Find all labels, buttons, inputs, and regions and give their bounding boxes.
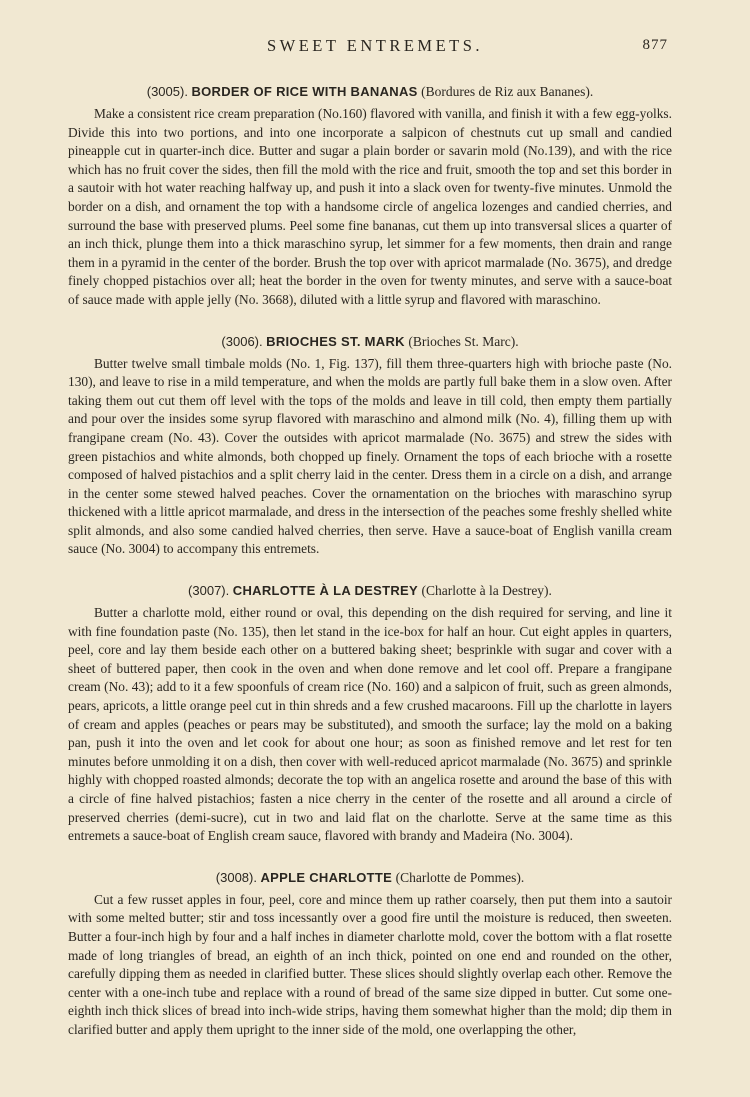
running-title: SWEET ENTREMETS. — [266, 36, 484, 55]
recipe-name: CHARLOTTE À LA DESTREY — [232, 583, 418, 599]
recipe-name: BRIOCHES ST. MARK — [266, 333, 405, 349]
recipe-3006 — [68, 332, 672, 560]
recipe-3005 — [68, 82, 672, 310]
recipe-number: (3005). — [146, 84, 188, 99]
recipe-title — [68, 332, 672, 353]
recipe-3008 — [68, 868, 672, 1040]
recipe-body: Make a consistent rice cream preparation (No.160) flavored with vanilla, and finish it with a few egg-yolks. Divide this into two portions, and into one incorporate a salpicon of chestnuts cut up small and candied pineapple cut in quarter-inch dice. Butter and sugar a plain border or savarin mold (No.139), and with the rice which has no fruit cover the sides, then fill the mold with the rice and fruit, smooth the top and set this border in a sautoir with hot water reaching halfway up, and push it into a slack oven for twenty-five minutes. Unmold the border on a dish, and ornament the top with a handsome circle of angelica lozenges and candied cherries, and surround the base with preserved plums. Peel some fine bananas, cut them up into transversal slices a quarter of an inch thick, plunge them into a thick maraschino syrup, let simmer for a few moments, then drain and range them in a pyramid in the center of the border. Brush the top over with apricot marmalade (No. 3675), and dredge finely chopped pistachios over all; heat the border in the oven for twenty minutes, and serve with a sauce-boat of sauce made with apple jelly (No. 3668), diluted with a little syrup and flavored with maraschino. — [68, 106, 672, 307]
recipe-title — [68, 868, 672, 889]
running-head — [0, 36, 750, 58]
page-number: 877 — [642, 37, 668, 53]
page-content — [68, 82, 672, 1040]
recipe-name: APPLE CHARLOTTE — [260, 869, 393, 885]
recipe-body: Cut a few russet apples in four, peel, core and mince them up rather coarsely, then put them into a sautoir with some melted butter; stir and toss incessantly over a good fire until the moisture is reduced, then sweeten. Butter a four-inch high by four and a half inches in diameter charlotte mold, cover the bottom with a flat rosette made of long triangles of bread, an eighth of an inch thick, pointed on one end and rounded on the other, carefully dipping them as needed in clarified butter. These slices should slightly overlap each other. Remove the center with a one-inch tube and replace with a round of bread of the same size dipped in butter. Cut some one-eighth inch thick slices of bread into inch-wide strips, having them somewhat higher than the mold; dip them in clarified butter and apply them upright to the inner side of the mold, one overlapping the other, — [68, 891, 672, 1037]
recipe-number: (3007). — [188, 583, 230, 599]
recipe-name: BORDER OF RICE WITH BANANAS — [191, 84, 418, 99]
recipe-body: Butter a charlotte mold, either round or oval, this depending on the dish required for serving, and line it with fine foundation paste (No. 135), then let stand in the ice-box for half an hour. Cut eight apples in quarters, peel, core and lay them beside each other on a buttered baking sheet; besprinkle with sugar and cover with a sheet of buttered paper, then cook in the oven and when done remove and let cool off. Prepare a frangipane cream (No. 43); add to it a few spoonfuls of cream rice (No. 160) and a salpicon of fruit, such as green almonds, pears, apricots, a little orange peel cut in thin shreds and a few crushed macaroons. Fill up the charlotte in layers of cream and apples (peaches or pears may be substituted), and smooth the surface; lay the mold on a baking pan, push it into the oven and let cook for about one hour; as soon as finished remove and let rest for ten minutes before unmolding it on a dish, then cover with well-reduced apricot marmalade (No. 3675) and sprinkle highly with chopped roasted almonds; decorate the top with an angelica rosette and around the base of this with a circle of fine halved pistachios; fasten a nice cherry in the center of the rosette and all around a circle of preserved cherries (demi-sucre), cut in two and laid flat on the charlotte. Serve at the same time as this entremets a sauce-boat of English cream sauce, flavored with brandy and Madeira (No. 3004). — [68, 605, 672, 844]
recipe-number: (3008). — [215, 869, 257, 885]
recipe-french-name: (Charlotte à la Destrey). — [421, 583, 552, 599]
recipe-number: (3006). — [221, 333, 263, 349]
recipe-title — [68, 581, 672, 602]
recipe-3007 — [68, 581, 672, 846]
recipe-body: Butter twelve small timbale molds (No. 1, Fig. 137), fill them three-quarters high with brioche paste (No. 130), and leave to rise in a mild temperature, and when the molds are partly full bake them in a slow oven. After taking them out cut them off level with the tops of the molds and leave in till cold, then empty them partially and pour over the insides some syrup flavored with maraschino and almond milk (No. 4), filling them up with frangipane cream (No. 43). Cover the outsides with apricot marmalade (No. 3675) and strew the sides with green pistachios and white almonds, both chopped up finely. Ornament the tops of each brioche with a rosette composed of halved pistachios and a split cherry laid in the center. Dress them in a circle on a dish, and arrange in the center some stewed halved peaches. Cover the ornamentation on the brioches with maraschino syrup thickened with a little apricot marmalade, and dress in the intersection of the peaches some freshly shelled white split almonds, and also some candied halved cherries, then serve. Have a sauce-boat of English vanilla cream sauce (No. 3004) to accompany this entremets. — [68, 355, 672, 557]
recipe-french-name: (Brioches St. Marc). — [408, 333, 519, 349]
recipe-title — [68, 82, 672, 103]
recipe-french-name: (Charlotte de Pommes). — [395, 869, 525, 885]
recipe-french-name: (Bordures de Riz aux Bananes). — [421, 84, 594, 99]
